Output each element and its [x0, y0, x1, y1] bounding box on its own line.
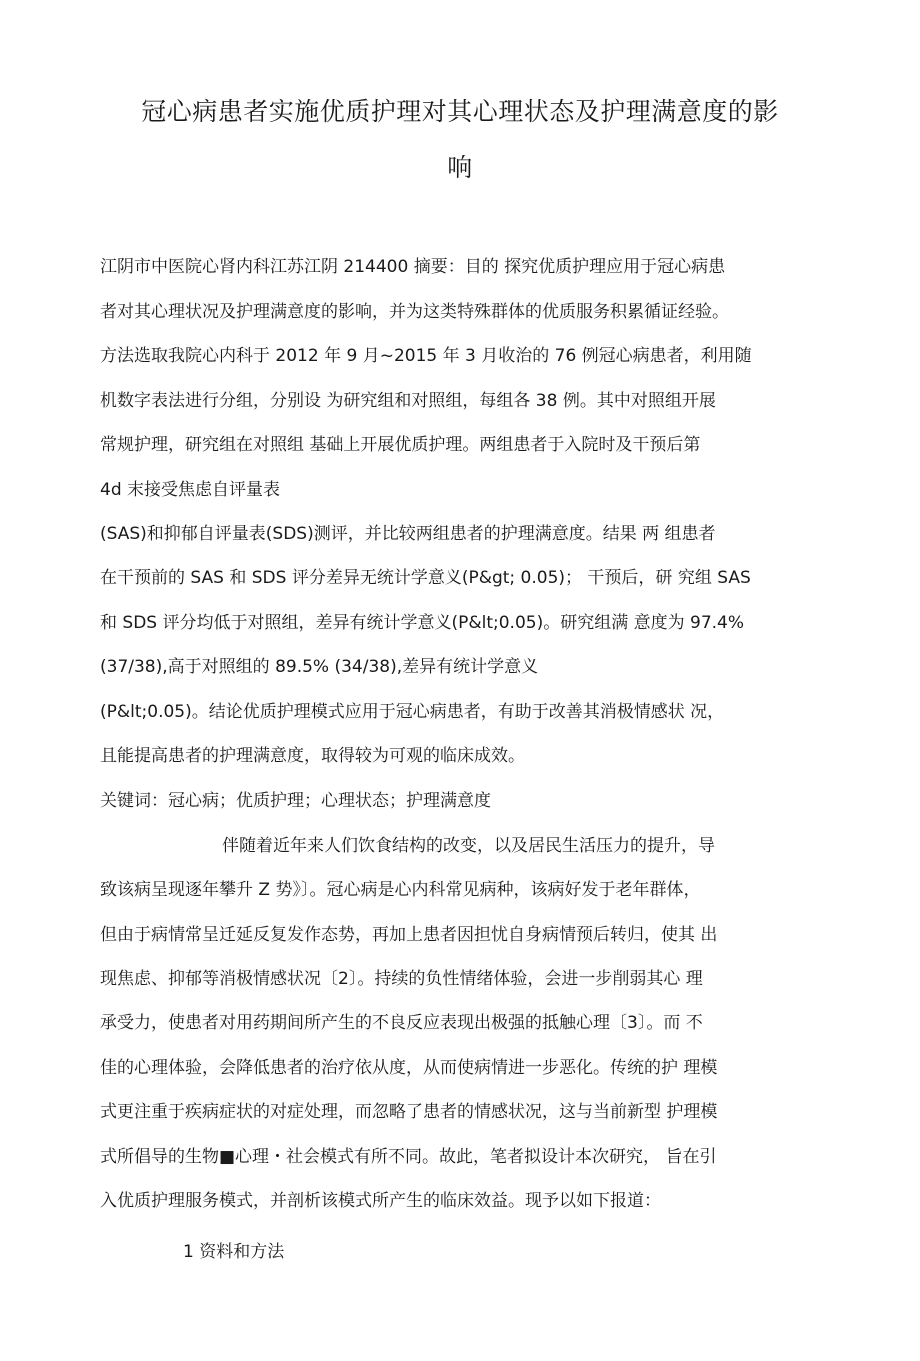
keywords: 关键词：冠心病；优质护理；心理状态；护理满意度 — [100, 791, 491, 811]
abstract-line: (SAS)和抑郁自评量表(SDS)测评，并比较两组患者的护理满意度。结果 两 组患者 — [100, 524, 716, 544]
abstract-line: 在干预前的 SAS 和 SDS 评分差异无统计学意义(P&gt; 0.05)； 干预后，研 究组 SAS — [100, 568, 751, 588]
abstract-line: 机数字表法进行分组，分别设 为研究组和对照组，每组各 38 例。其中对照组开展 — [100, 391, 716, 411]
abstract-line: 江阴市中医院心肾内科江苏江阴 214400 摘要：目的 探究优质护理应用于冠心病患 — [100, 257, 726, 277]
intro-line: 佳的心理体验，会降低患者的治疗依从度，从而使病情进一步恶化。传统的护 理模 — [100, 1058, 718, 1078]
abstract-line: 和 SDS 评分均低于对照组，差异有统计学意义(P&lt;0.05)。研究组满 意度为 97.4% — [100, 613, 745, 633]
intro-line: 伴随着近年来人们饮食结构的改变，以及居民生活压力的提升，导 — [222, 836, 715, 856]
section-heading: 1 资料和方法 — [183, 1242, 285, 1262]
abstract-line: 者对其心理状况及护理满意度的影响，并为这类特殊群体的优质服务积累循证经验。 — [100, 302, 729, 322]
abstract-line: 且能提高患者的护理满意度，取得较为可观的临床成效。 — [100, 746, 525, 766]
intro-line: 入优质护理服务模式，并剖析该模式所产生的临床效益。现予以如下报道： — [100, 1191, 661, 1211]
intro-line: 式更注重于疾病症状的对症处理，而忽略了患者的情感状况，这与当前新型 护理模 — [100, 1102, 718, 1122]
intro-line: 但由于病情常呈迁延反复发作态势，再加上患者因担忧自身病情预后转归，使其 出 — [100, 925, 718, 945]
abstract-line: (37/38),高于对照组的 89.5% (34/38),差异有统计学意义 — [100, 657, 539, 677]
intro-line: 现焦虑、抑郁等消极情感状况〔2〕。持续的负性情绪体验，会进一步削弱其心 理 — [100, 969, 703, 989]
abstract-line: 4d 末接受焦虑自评量表 — [100, 480, 281, 500]
title-line-1: 冠心病患者实施优质护理对其心理状态及护理满意度的影 — [141, 97, 779, 126]
title-line-2: 响 — [447, 153, 473, 182]
abstract-line: (P&lt;0.05)。结论优质护理模式应用于冠心病患者，有助于改善其消极情感状 况， — [100, 702, 725, 722]
intro-line: 式所倡导的生物■心理・社会模式有所不同。故此，笔者拟设计本次研究， 旨在引 — [100, 1147, 717, 1167]
intro-line: 承受力，使患者对用药期间所产生的不良反应表现出极强的抵触心理〔3〕。而 不 — [100, 1013, 703, 1033]
intro-line: 致该病呈现逐年攀升 Z 势》〕。冠心病是心内科常见病种，该病好发于老年群体， — [100, 880, 701, 900]
abstract-line: 方法选取我院心内科于 2012 年 9 月~2015 年 3 月收治的 76 例冠心病患者，利用随 — [100, 346, 752, 366]
abstract-line: 常规护理，研究组在对照组 基础上开展优质护理。两组患者于入院时及干预后第 — [100, 435, 701, 455]
